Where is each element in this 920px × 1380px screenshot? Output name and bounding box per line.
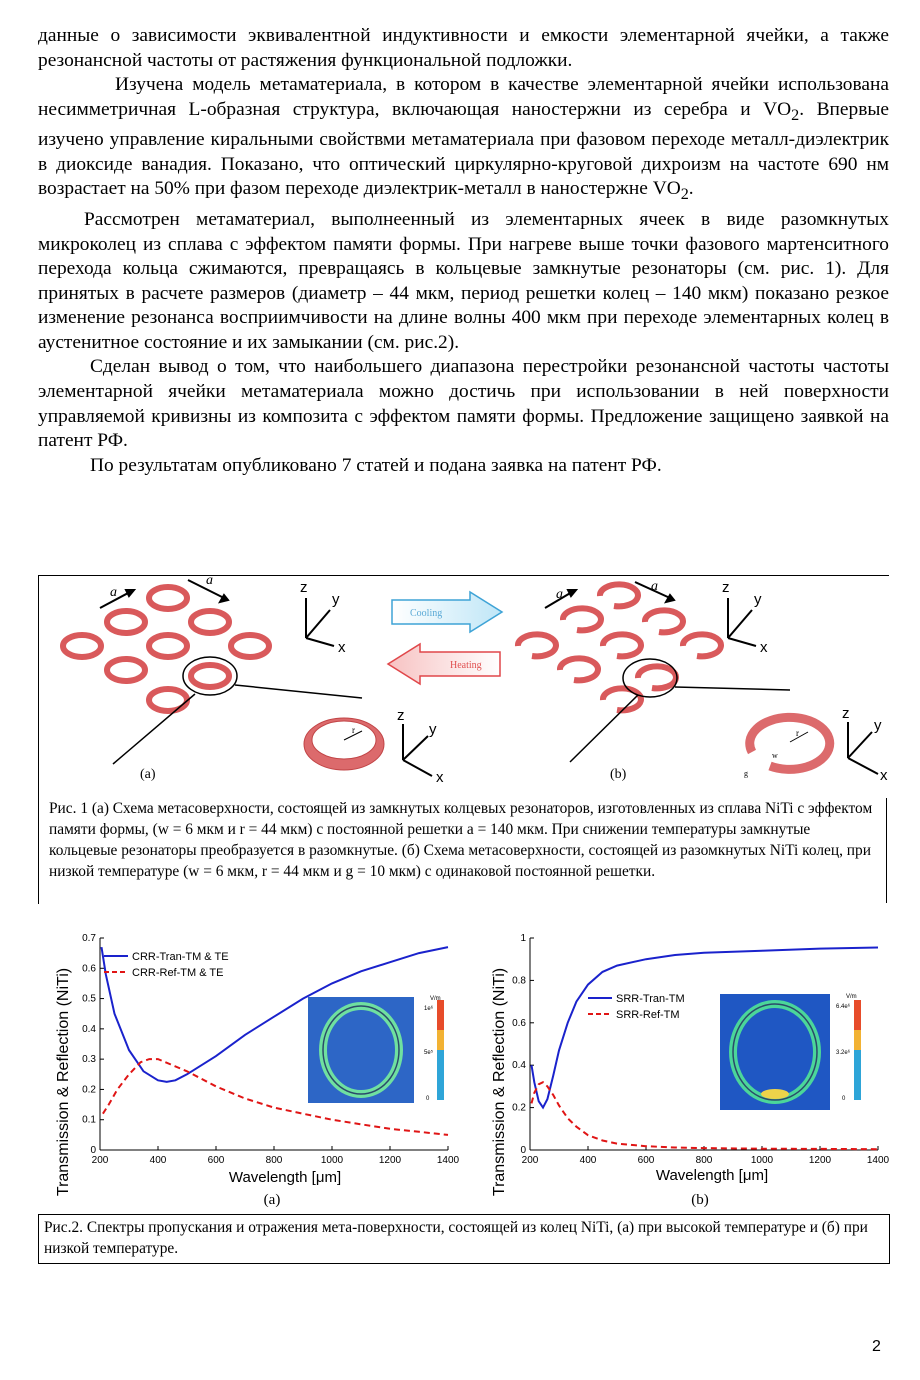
ring-closeup-split <box>744 717 830 778</box>
fig1-label-b: (b) <box>610 767 627 782</box>
page-number: 2 <box>872 1338 881 1355</box>
svg-text:z: z <box>300 579 308 596</box>
svg-text:0: 0 <box>426 1096 430 1102</box>
ring-closeup-closed <box>304 718 384 770</box>
svg-text:g: g <box>744 769 748 778</box>
svg-text:y: y <box>332 591 340 608</box>
chart-b-xlabel: Wavelength [μm] <box>655 1167 769 1184</box>
svg-text:r: r <box>796 728 799 738</box>
y-tick-label: 0 <box>520 1145 526 1156</box>
paragraph-4: Сделан вывод о том, что наибольшего диапазона перестройки резонансной частоты частоты элементарной ячейки метаматериала можно достичь при использовании в ней поверхности управляемой кривизны из композита с эффектом памяти формы. Предложение защищено заявкой на патент РФ. <box>38 356 889 452</box>
axes-left-bottom <box>403 724 432 776</box>
legend-label: CRR-Tran-TM & TE <box>132 951 229 963</box>
x-tick-label: 600 <box>207 1155 225 1166</box>
chart-a-ylabel: Transmission & Reflection (NiTi) <box>55 967 72 1197</box>
figure-1-caption: Рис. 1 (а) Схема метасоверхности, состоящей из замкнутых колцевых резонаторов, изготовленных из сплава NiTi с эффектом памяти формы, (w = 6 мкм и r = 44 мкм) с постоянной решетки a = 140 мкм. При снижении температуры замкнутые кольцевые резонаторы преобразуется в разомкнутые. (б) Схема метасоверхности, состоящей из разомкнутых NiTi колец, при низкой температуре (w = 6 мкм, r = 44 мкм и g = 10 мкм) с одинаковой постоянной решетки. <box>49 800 873 880</box>
chart-b-panel-label: (b) <box>691 1192 709 1208</box>
svg-text:0: 0 <box>842 1096 846 1102</box>
svg-text:a: a <box>206 573 213 588</box>
x-tick-label: 400 <box>579 1155 597 1166</box>
lattice-arrows-left <box>100 573 228 608</box>
legend-label: SRR-Tran-TM <box>616 993 685 1005</box>
y-tick-label: 0.7 <box>82 933 96 944</box>
svg-text:z: z <box>722 579 730 596</box>
y-tick-label: 0.1 <box>82 1114 96 1126</box>
svg-text:x: x <box>436 769 444 786</box>
figure-2-caption: Рис.2. Спектры пропускания и отражения мета-поверхности, состоящей из колец NiTi, (а) при высокой температуре и (б) при низкой температуре. <box>38 1214 890 1264</box>
legend-label: CRR-Ref-TM & TE <box>132 967 224 979</box>
svg-text:x: x <box>760 639 768 656</box>
svg-text:6.4e⁶: 6.4e⁶ <box>836 1004 851 1010</box>
svg-text:a: a <box>556 587 563 602</box>
x-tick-label: 1400 <box>866 1155 890 1166</box>
axes-left-top <box>306 598 334 646</box>
x-tick-label: 200 <box>91 1155 109 1166</box>
y-tick-label: 0.4 <box>512 1060 526 1072</box>
y-tick-label: 0.8 <box>512 975 526 987</box>
y-tick-label: 0.4 <box>82 1023 96 1035</box>
y-tick-label: 0.6 <box>82 963 96 975</box>
x-tick-label: 800 <box>265 1155 283 1166</box>
svg-text:r: r <box>352 725 355 735</box>
y-tick-label: 0.2 <box>82 1084 96 1096</box>
x-tick-label: 1200 <box>808 1155 832 1166</box>
x-tick-label: 600 <box>637 1155 655 1166</box>
svg-text:1e⁶: 1e⁶ <box>424 1006 434 1012</box>
fig1-label-a: (a) <box>140 767 156 782</box>
x-tick-label: 200 <box>521 1155 539 1166</box>
paragraph-2: Изучена модель метаматериала, в котором в качестве элементарной ячейки использована несимметричная L-образная структура, включающая наностержни из серебра и $VO_2$. Впервые изучено управление киральными свойствми метаматериала при фазовом переходе металл-диэлектрик в диоксиде ванадия. Показано, что оптический циркулярно-круговой дихроизм на частоте 690 нм возрастает на 50% при фазом переходе диэлектрик-металл в наностержне $VO_2$. <box>38 74 890 204</box>
x-tick-label: 800 <box>695 1155 713 1166</box>
svg-text:y: y <box>874 717 882 734</box>
body-text <box>38 24 889 478</box>
svg-text:x: x <box>338 639 346 656</box>
inset-field-map-b <box>720 994 861 1110</box>
x-tick-label: 400 <box>149 1155 167 1166</box>
svg-text:z: z <box>842 705 850 722</box>
svg-text:z: z <box>397 707 405 724</box>
svg-text:a: a <box>651 579 658 594</box>
svg-text:w: w <box>772 751 778 760</box>
x-tick-label: 1000 <box>750 1155 774 1166</box>
paragraph-5: По результатам опубликовано 7 статей и подана заявка на патент РФ. <box>90 454 662 476</box>
split-ring-array <box>518 584 721 710</box>
y-tick-label: 1 <box>520 933 526 944</box>
chart-a <box>0 904 460 1214</box>
chart-b <box>460 904 920 1214</box>
paragraph-1: данные о зависимости эквивалентной индуктивности и емкости элементарной ячейки, а также резонансной частоты от растяжения функциональной подложки. <box>38 25 889 71</box>
heating-arrow <box>388 644 500 684</box>
svg-text:V/m: V/m <box>846 994 857 1000</box>
y-tick-label: 0.5 <box>82 993 96 1005</box>
y-tick-label: 0 <box>90 1145 96 1156</box>
svg-text:V/m: V/m <box>430 996 441 1002</box>
svg-text:Heating: Heating <box>450 660 482 671</box>
closed-ring-array <box>63 587 269 711</box>
figure-1-caption-border <box>886 798 887 903</box>
svg-text:5e⁵: 5e⁵ <box>424 1050 434 1056</box>
svg-text:x: x <box>880 767 888 784</box>
figure-1-schematic <box>0 570 920 800</box>
paragraph-3: Рассмотрен метаматериал, выполнеенный из элементарных ячеек в виде разомкнутых микроколец из сплава с эффектом памяти формы. При нагреве выше точки фазового мартенситного перехода кольца сжимаются, превращаясь в кольцевые замкнутые резонаторы (см. рис. 1). Для принятых в расчете размеров (диаметр – 44 мкм, период решетки колец – 140 мкм) показано резкое изменение резонанса восприимчивости на длине волны 400 мкм при переходе элементарных колец в аустенитное состояние и их замыкании (см. рис.2). <box>38 208 889 353</box>
chart-a-xlabel: Wavelength [μm] <box>228 1169 342 1186</box>
x-tick-label: 1400 <box>436 1155 460 1166</box>
svg-text:3.2e⁶: 3.2e⁶ <box>836 1050 851 1056</box>
inset-field-map-a <box>308 996 444 1103</box>
x-tick-label: 1200 <box>378 1155 402 1166</box>
chart-b-ylabel: Transmission & Reflection (NiTi) <box>491 967 508 1197</box>
chart-a-panel-label: (a) <box>263 1192 281 1208</box>
y-tick-label: 0.6 <box>512 1017 526 1029</box>
svg-text:a: a <box>110 585 117 600</box>
y-tick-label: 0.2 <box>512 1102 526 1114</box>
y-tick-label: 0.3 <box>82 1054 96 1066</box>
svg-text:y: y <box>754 591 762 608</box>
legend-label: SRR-Ref-TM <box>616 1009 680 1021</box>
x-tick-label: 1000 <box>320 1155 344 1166</box>
svg-text:y: y <box>429 721 437 738</box>
axes-right-top <box>728 598 756 646</box>
cooling-arrow <box>392 592 502 632</box>
svg-text:Cooling: Cooling <box>410 608 443 619</box>
